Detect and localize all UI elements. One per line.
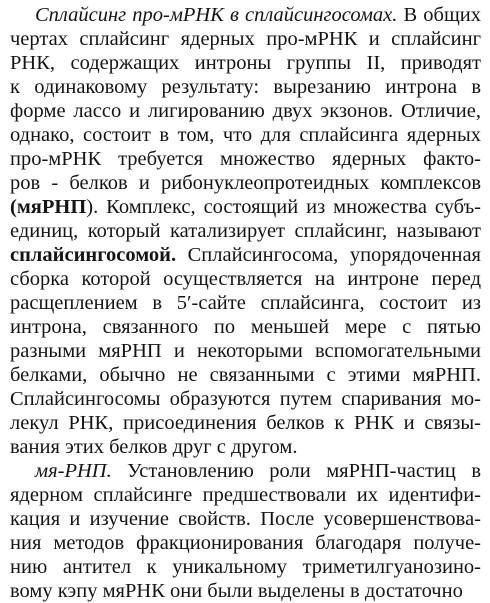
text-run: Установлению роли мяРНП-частиц в (111, 460, 481, 482)
text-run: нию антител к уникальному триметилгуанозино- (10, 556, 481, 578)
text-run: вания этих белков друг с другом. (10, 436, 298, 458)
text-run: ния методов фракционирования благодаря получе- (10, 532, 481, 554)
document-body (10, 3, 481, 603)
text-run: В общих (397, 4, 481, 26)
text-run: ядерном сплайсинге предшествовали их идентифи- (10, 484, 481, 506)
text-line (10, 363, 481, 387)
paragraph (10, 3, 481, 459)
text-run: расщеплением в 5′-сайте сплайсинга, состоит из (10, 292, 481, 314)
text-run: Сплайсингосомы образуются путем спаривания мо- (10, 388, 481, 410)
text-run: лекул РНК, присоединения белков к РНК и связы- (10, 412, 481, 434)
text-run: форме лассо и лигированию двух экзонов. Отличие, (10, 100, 481, 122)
text-line (10, 339, 481, 363)
text-line (10, 99, 481, 123)
text-run: кация и изучение свойств. После усовершенствова- (10, 508, 481, 530)
text-line (10, 123, 481, 147)
bold-term: ( (10, 196, 17, 218)
text-line (10, 171, 481, 195)
text-run: однако, состоит в том, что для сплайсинга ядерных (10, 124, 481, 146)
text-line (10, 267, 481, 291)
text-line (10, 243, 481, 267)
text-line (10, 459, 481, 483)
text-run: белками, обычно не связанными с этими мяРНП. (10, 364, 481, 386)
text-run: РНК, содержащих интроны группы II, приводят (10, 52, 481, 74)
text-line (10, 315, 481, 339)
text-line (10, 147, 481, 171)
text-line (10, 27, 481, 51)
text-line (10, 411, 481, 435)
text-line (10, 507, 481, 531)
italic-heading: мя-РНП. (35, 460, 112, 482)
text-run: вому кэпу мяРНК они были выделены в достаточно (10, 580, 463, 602)
text-line (10, 219, 481, 243)
text-line (10, 51, 481, 75)
text-line (10, 531, 481, 555)
text-run: к одинаковому результату: вырезанию интрона в (10, 76, 481, 98)
text-line (10, 195, 481, 219)
text-run: сборка которой осуществляется на интроне перед (10, 268, 481, 290)
text-line (10, 483, 481, 507)
text-line (10, 3, 481, 27)
text-line (10, 555, 481, 579)
text-run: чертах сплайсинг ядерных про-мРНК и сплайсинг (10, 28, 481, 50)
text-run: ). Комплекс, состоящий из множества субъ- (86, 196, 481, 218)
text-line (10, 579, 481, 603)
text-line (10, 75, 481, 99)
text-run: про-мРНК требуется множество ядерных факто- (10, 148, 481, 170)
paragraph (10, 459, 481, 603)
text-line (10, 387, 481, 411)
text-run: единиц, который катализирует сплайсинг, называют (10, 220, 481, 242)
text-run: ров - белков и рибонуклеопротеидных комплексов (10, 172, 481, 194)
bold-term: сплайсингосомой. (10, 244, 177, 266)
text-run: интрона, связанного по меньшей мере с пятью (10, 316, 481, 338)
text-line (10, 435, 481, 459)
italic-heading: Сплайсинг про-мРНК в сплайсингосомах. (35, 4, 398, 26)
text-run: разными мяРНП и некоторыми вспомогательными (10, 340, 481, 362)
bold-term: мяРНП (16, 196, 87, 218)
text-run: Сплайсингосома, упорядоченная (176, 244, 481, 266)
text-line (10, 291, 481, 315)
